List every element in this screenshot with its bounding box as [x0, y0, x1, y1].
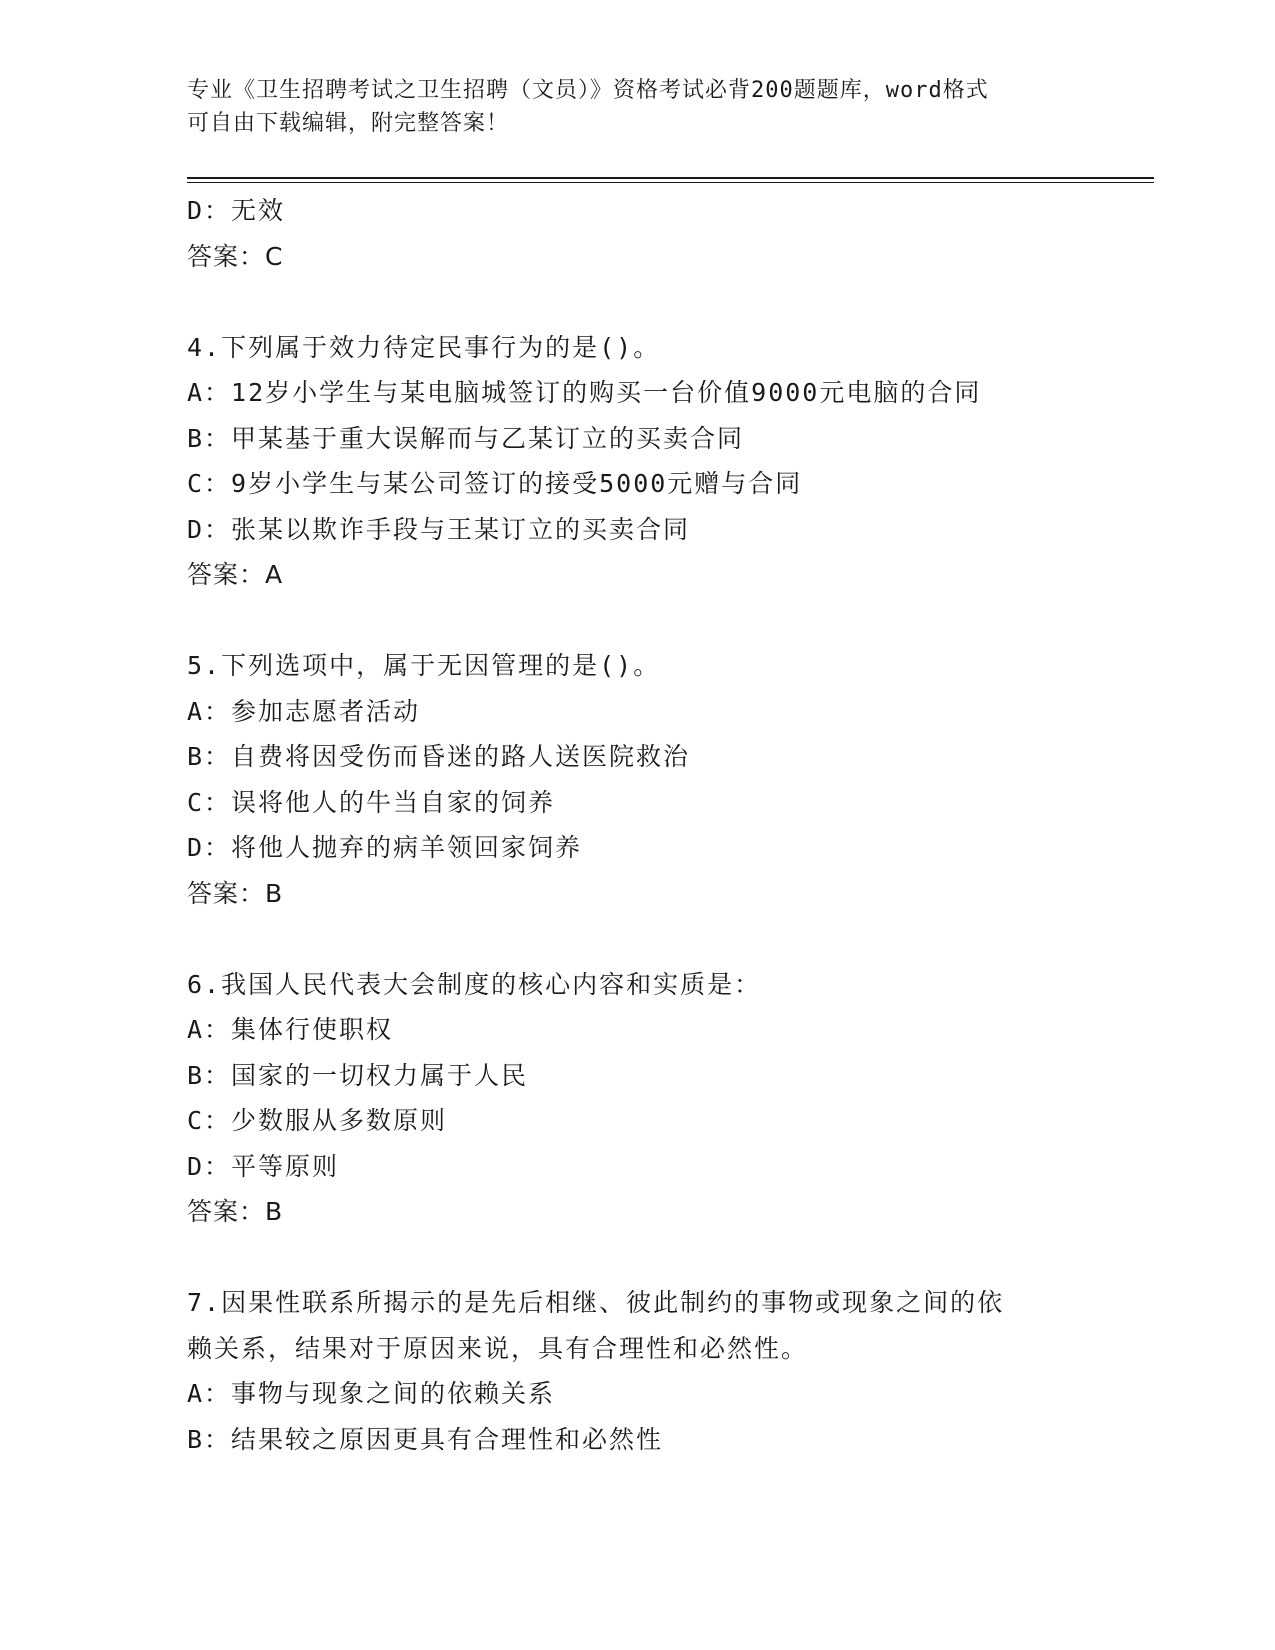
option-d: D：将他人抛弃的病羊领回家饲养: [187, 833, 583, 862]
spacer: [187, 1235, 1087, 1281]
option-b: B：自费将因受伤而昏迷的路人送医院救治: [187, 742, 691, 771]
answer-line: 答案：B: [187, 1197, 284, 1226]
header-divider-thin: [187, 182, 1154, 183]
spacer: [187, 598, 1087, 644]
option-b: B：甲某基于重大误解而与乙某订立的买卖合同: [187, 423, 745, 453]
option-a: A：12岁小学生与某电脑城签订的购买一台价值9000元电脑的合同: [187, 378, 982, 407]
option-c: C：9岁小学生与某公司签订的接受5000元赠与合同: [187, 469, 803, 498]
question-6: [187, 962, 1087, 1235]
question-list: [187, 188, 1087, 1462]
option-c: C：少数服从多数原则: [187, 1106, 448, 1135]
document-header: [187, 74, 1087, 140]
answer-line: 答案：A: [187, 560, 284, 589]
option-d: D：无效: [187, 196, 286, 225]
question-5: [187, 643, 1087, 916]
option-a: A：集体行使职权: [187, 1015, 394, 1044]
header-title-line-2: 可自由下载编辑，附完整答案！: [187, 111, 510, 136]
option-b: B：结果较之原因更具有合理性和必然性: [187, 1424, 664, 1454]
option-a: A：参加志愿者活动: [187, 696, 421, 726]
question-stem-line-1: 7.因果性联系所揭示的是先后相继、彼此制约的事物或现象之间的依: [187, 1288, 1005, 1317]
header-divider-thick: [187, 177, 1154, 179]
question-stem: 6.我国人民代表大会制度的核心内容和实质是：: [187, 969, 762, 999]
question-stem: 5.下列选项中，属于无因管理的是()。: [187, 651, 661, 680]
spacer: [187, 279, 1087, 325]
option-d: D：平等原则: [187, 1151, 340, 1181]
option-c: C：误将他人的牛当自家的饲养: [187, 787, 556, 817]
question-stem: 4.下列属于效力待定民事行为的是()。: [187, 332, 661, 362]
option-b: B：国家的一切权力属于人民: [187, 1060, 529, 1090]
question-7: [187, 1280, 1087, 1462]
answer-line: 答案：B: [187, 878, 284, 908]
answer-line: 答案：C: [187, 241, 284, 271]
question-stem-line-2: 赖关系，结果对于原因来说，具有合理性和必然性。: [187, 1333, 809, 1363]
option-d: D：张某以欺诈手段与王某订立的买卖合同: [187, 514, 691, 544]
header-title-line-1: 专业《卫生招聘考试之卫生招聘（文员）》资格考试必背200题题库，word格式: [187, 78, 989, 103]
question-4: [187, 325, 1087, 598]
spacer: [187, 916, 1087, 962]
option-a: A：事物与现象之间的依赖关系: [187, 1379, 556, 1408]
